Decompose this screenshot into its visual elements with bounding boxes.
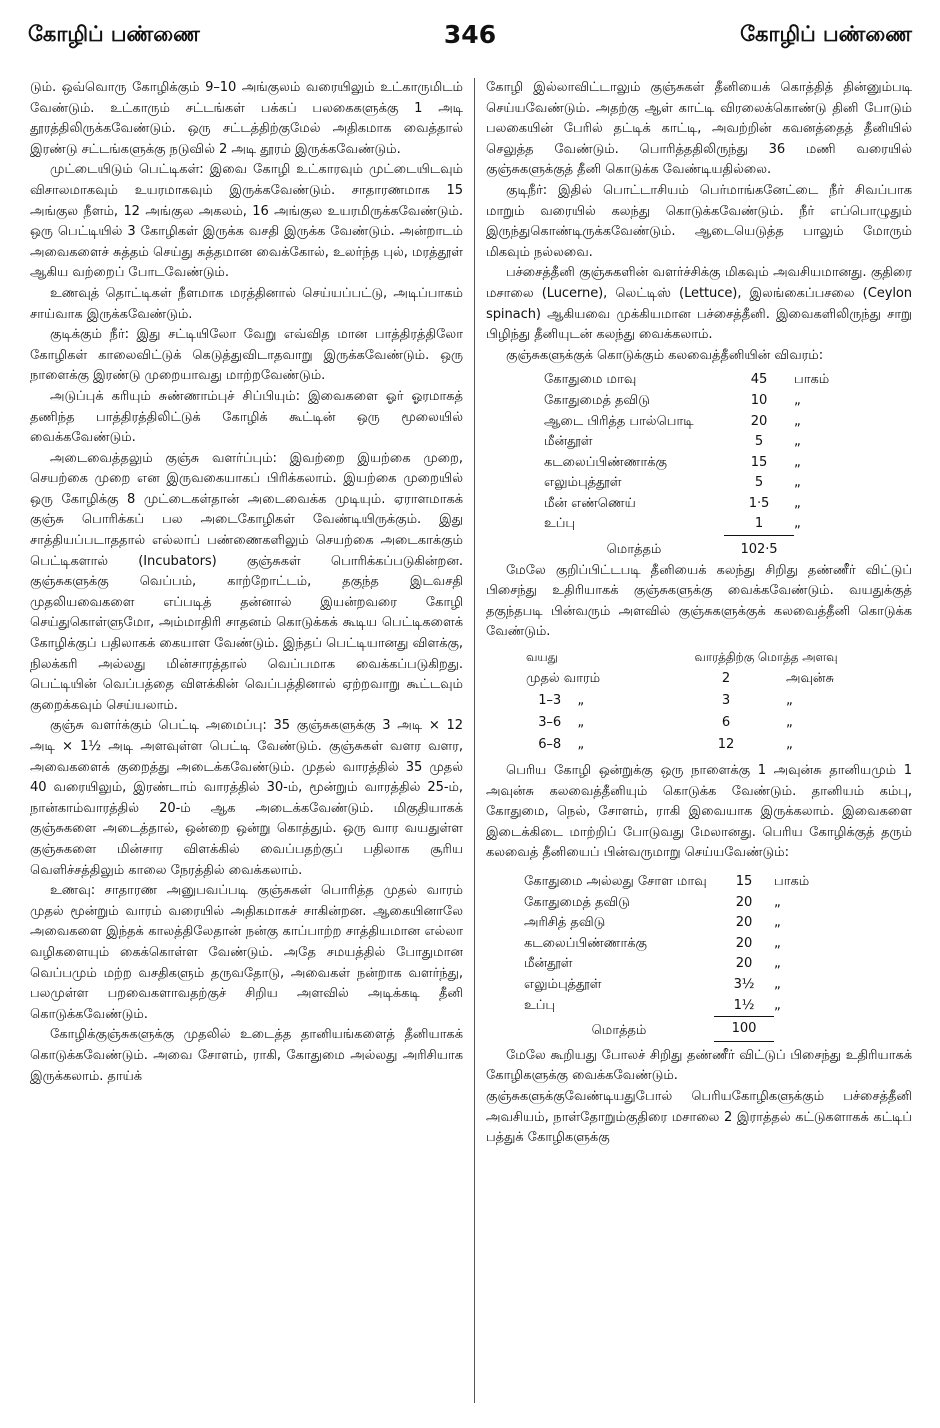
- table-row: கோதுமை மாவு 45 பாகம்: [544, 372, 830, 388]
- paragraph: முட்டையிடும் பெட்டிகள்: இவை கோழி உட்காரவும் முட்டையிடவும் விசாலமாகவும் உயரமாகவும் இருக்கவேண்டும். சாதாரணமாக 15 அங்குல நீளம், 12 அங்குல அகலம், 16 அங்குல உயரமிருக்கவேண்டும். ஒரு பெட்டியில் 3 கோழிகள் இருக்க வசதி இருக்க வேண்டும். அன்றாடம் அவைகளைச் சுத்தம் செய்து சுத்தமான வைக்கோல், உலர்ந்த புல், மரத்தூள் ஆகிய வற்றைப் போடவேண்டும்.: [30, 162, 463, 281]
- paragraph: அடுப்புக் கரியும் சுண்ணாம்புச் சிப்பியும்: இவைகளை ஓர் ஓரமாகத் தணிந்த பாத்திரத்திலிட்டுக் கோழிக் கூட்டின் ஒரு மூலையில் வைக்கவேண்டும்.: [30, 388, 463, 446]
- paragraph: மேலே கூறியது போலச் சிறிது தண்ணீர் விட்டுப் பிசைந்து உதிரியாகக் கோழிகளுக்கு வைக்கவேண்டும்.: [486, 1047, 912, 1084]
- table-row: மீன்தூள் 20 „: [524, 956, 781, 972]
- table-total-row: மொத்தம் 100: [524, 1017, 824, 1042]
- table-row: கடலைப்பிண்ணாக்கு 20 „: [524, 935, 781, 951]
- paragraph: குடிநீர்: இதில் பொட்டாசியம் பெர்மாங்கனேட்டை நீர் சிவப்பாக மாறும் வரையில் கலந்து கொடுக்கவேண்டும். நீர் எப்பொழுதும் இருந்துகொண்டிருக்கவேண்டும். ஆடையெடுத்த பாலும் மோரும் மிகவும் நல்லவை.: [486, 182, 912, 260]
- table-row: 1–3 „ 3 „: [538, 693, 793, 709]
- table-row: ஆடை பிரித்த பால்பொடி 20 „: [544, 413, 801, 429]
- table-row: கோதுமைத் தவிடு 20 „: [524, 894, 781, 910]
- table-row: 3–6 „ 6 „: [538, 715, 793, 731]
- paragraph: குஞ்சு வளர்க்கும் பெட்டி அமைப்பு: 35 குஞ்சுகளுக்கு 3 அடி × 12 அடி × 1½ அடி அளவுள்ள பெட்டி வேண்டும். குஞ்சுகள் வளர வளர, அவைகளைக் குறைத்து அடைக்கவேண்டும். முதல் வாரத்தில் 35 முதல் 40 வரையிலும், இரண்டாம் வாரத்தில் 30-ம், மூன்றும் வாரத்தில் 25-ம், நான்காம்வாரத்தில் 20-ம் ஆக அடைக்கவேண்டும். மிகுதியாகக் குஞ்சுகளை அடைத்தால், ஒன்றை ஒன்று கொத்தும். ஒரு வார வயதுள்ள குஞ்சுகளை மின்சார விளக்கில் வைப்பதற்குப் பதிலாக சூரிய வெளிச்சத்திலும் காலை நேரத்தில் வைக்கலாம்.: [30, 718, 463, 878]
- paragraph: உணவு: சாதாரண அனுபவப்படி குஞ்சுகள் பொரித்த முதல் வாரம் முதல் மூன்றும் வாரம் வரையில் அதிகமாகச் சாகின்றன. ஆகையினாலே அவைகளை இந்தக் காலத்திலேதான் நன்கு காப்பாற்ற சாத்தியமான எல்லா வழிகளையும் கைக்கொள்ள வேண்டும். அதே சமயத்தில் போதுமான வெப்பமும் மற்ற வசதிகளும் தருவதோடு, அவைகள் நன்றாக வளர்ந்து, பலமுள்ள பறவைகளாவதற்குச் சிறிய அளவில் அடிக்கடி தீனி கொடுக்கவேண்டும்.: [30, 883, 463, 1022]
- paragraph: டும். ஒவ்வொரு கோழிக்கும் 9–10 அங்குலம் வரையிலும் உட்காருமிடம் வேண்டும். உட்காரும் சட்டங்கள் பக்கப் பலகைகளுக்கு 1 அடி தூரத்திலிருக்கவேண்டும். ஒரு சட்டத்திற்குமேல் அதிகமாக வைத்தால் இரண்டு சட்டங்களுக்கு நடுவில் 2 அடி தூரம் இருக்கவேண்டும்.: [30, 80, 463, 157]
- paragraph: கோழிக்குஞ்சுகளுக்கு முதலில் உடைத்த தானியங்களைத் தீனியாகக் கொடுக்கவேண்டும். அவை சோளம், ராகி, கோதுமை அல்லது அரிசியாக இருக்கலாம். தாய்க்: [30, 1027, 463, 1084]
- paragraph: குடிக்கும் நீர்: இது சட்டியிலோ வேறு எவ்வித மான பாத்திரத்திலோ கோழிகள் காலைவிட்டுக் கெடுத்துவிடாதவாறு இருக்கவேண்டும். ஒரு நாளைக்கு இரண்டு முறையாவது மாற்றவேண்டும்.: [30, 327, 463, 384]
- page-number: 346: [443, 20, 497, 49]
- age-amount-table: [526, 647, 866, 757]
- column-divider: [474, 78, 475, 1403]
- page-header: [28, 22, 912, 62]
- table-row: 6–8 „ 12 „: [538, 737, 793, 753]
- left-column: [30, 78, 463, 1087]
- adult-feed-table: [524, 872, 824, 1042]
- table-total-row: மொத்தம் 102·5: [544, 536, 854, 561]
- table-row: கோதுமை அல்லது சோள மாவு 15 பாகம்: [524, 874, 810, 889]
- table-row: மீன்தூள் 5 „: [544, 434, 801, 450]
- table-header-row: வயது வாரத்திற்கு மொத்த அளவு: [526, 650, 838, 665]
- paragraph: அடைவைத்தலும் குஞ்சு வளர்ப்பும்: இவற்றை இயற்கை முறை, செயற்கை முறை என இருவகையாகப் பிரிக்கலாம். இயற்கை முறையில் ஒரு கோழிக்கு 8 முட்டைகள்தான் அடைவைக்க முடியும். ஏராளமாகக் குஞ்சு பொரிக்கப் பல அடைகோழிகள் வேண்டியிருக்கும். இது சாத்தியப்படாததால் எல்லாப் பண்ணைகளிலும் செயற்கை அடைகாக்கும் பெட்டிகளால் (Incubators) குஞ்சுகள் பொரிக்கப்படுகின்றன. குஞ்சுகளுக்கு வெப்பம், காற்றோட்டம், தகுந்த இடவசதி முதலியவைகளை எப்படித் தன்னால் இயன்றவரை கோழி செய்துகொள்ளுமோ, அம்மாதிரி சாதனம் கொடுக்கக் கூடிய பெட்டிகளைக் கோழிக்குப் பதிலாகக் கையாள வேண்டும். இந்தப் பெட்டியானது விளக்கு, நிலக்கரி அல்லது மின்சாரத்தால் வெப்பமாக வைக்கப்படுகிறது. பெட்டியின் வெப்பத்தை விளக்கின் வெப்பத்தினால் ஏற்றவாறு கூட்டவும் குறைக்கவும் செய்யலாம்.: [30, 450, 463, 713]
- right-column: [486, 78, 912, 1149]
- table-row: முதல் வாரம் 2 அவுன்சு: [526, 671, 834, 687]
- paragraph: கோழி இல்லாவிட்டாலும் குஞ்சுகள் தீனியைக் கொத்தித் தின்னும்படி செய்யவேண்டும். அதற்கு ஆள் காட்டி விரலைக்கொண்டு தினி போடும் பலகையின் பேரில் தட்டிக் காட்டி, அவற்றின் கவனத்தைத் தீனியில் செலுத்த வேண்டும். பொரித்ததிலிருந்து 36 மணி வரையில் குஞ்சுகளுக்குத் தீனி கொடுக்க வேண்டியதில்லை.: [486, 80, 912, 178]
- paragraph: குஞ்சுகளுக்குக் கொடுக்கும் கலவைத்தீனியின் விவரம்:: [506, 347, 824, 363]
- table-row: உப்பு 1 „: [544, 516, 801, 532]
- paragraph: உணவுத் தொட்டிகள் நீளமாக மரத்தினால் செய்யப்பட்டு, அடிப்பாகம் சாய்வாக இருக்கவேண்டும்.: [30, 285, 463, 322]
- table-row: அரிசித் தவிடு 20 „: [524, 915, 781, 931]
- table-row: கடலைப்பிண்ணாக்கு 15 „: [544, 454, 801, 470]
- chick-feed-table: [544, 370, 854, 560]
- paragraph: பச்சைத்தீனி குஞ்சுகளின் வளர்ச்சிக்கு மிகவும் அவசியமானது. குதிரை மசாலை (Lucerne), லெட்டிஸ் (Lettuce), இலங்கைப்பசலை (Ceylon spinach) ஆகியவை முக்கியமான பச்சைத்தீனி. இவைகளிலிருந்து சாறு பிழிந்து தீனியுடன் கலந்து வைக்கலாம்.: [486, 265, 912, 343]
- running-title-left: கோழிப் பண்ணை: [28, 22, 200, 46]
- paragraph: மேலே குறிப்பிட்டபடி தீனியைக் கலந்து சிறிது தண்ணீர் விட்டுப் பிசைந்து உதிரியாகக் குஞ்சுகளுக்கு வைக்கவேண்டும். வயதுக்குத் தகுந்தபடி பின்வரும் அளவில் குஞ்சுகளுக்குக் கலவைத்தீனி கொடுக்க வேண்டும்.: [486, 562, 912, 640]
- table-row: மீன் எண்ணெய் 1·5 „: [544, 495, 801, 511]
- table-row: உப்பு 1½ „: [524, 997, 781, 1013]
- table-row: எலும்புத்தூள் 3½ „: [524, 976, 781, 992]
- running-title-right: கோழிப் பண்ணை: [740, 22, 912, 46]
- table-row: எலும்புத்தூள் 5 „: [544, 475, 801, 491]
- table-row: கோதுமைத் தவிடு 10 „: [544, 392, 801, 408]
- paragraph: குஞ்சுகளுக்குவேண்டியதுபோல் பெரியகோழிகளுக்கும் பச்சைத்தீனி அவசியம், நாள்தோறும்குதிரை மசாலை 2 இராத்தல் கட்டுகளாகக் கட்டிப் பத்துக் கோழிகளுக்கு: [486, 1088, 912, 1146]
- paragraph: பெரிய கோழி ஒன்றுக்கு ஒரு நாளைக்கு 1 அவுன்சு தானியமும் 1 அவுன்சு கலவைத்தீனியும் கொடுக்க வேண்டும். தானியம் கம்பு, கோதுமை, நெல், சோளம், ராகி இவையாக இருக்கலாம். இவைகளை இடைக்கிடை மாற்றிப் போடுவது மேலானது. பெரிய கோழிக்குத் தரும் கலவைத் தீனியைப் பின்வருமாறு செய்யவேண்டும்:: [486, 763, 912, 861]
